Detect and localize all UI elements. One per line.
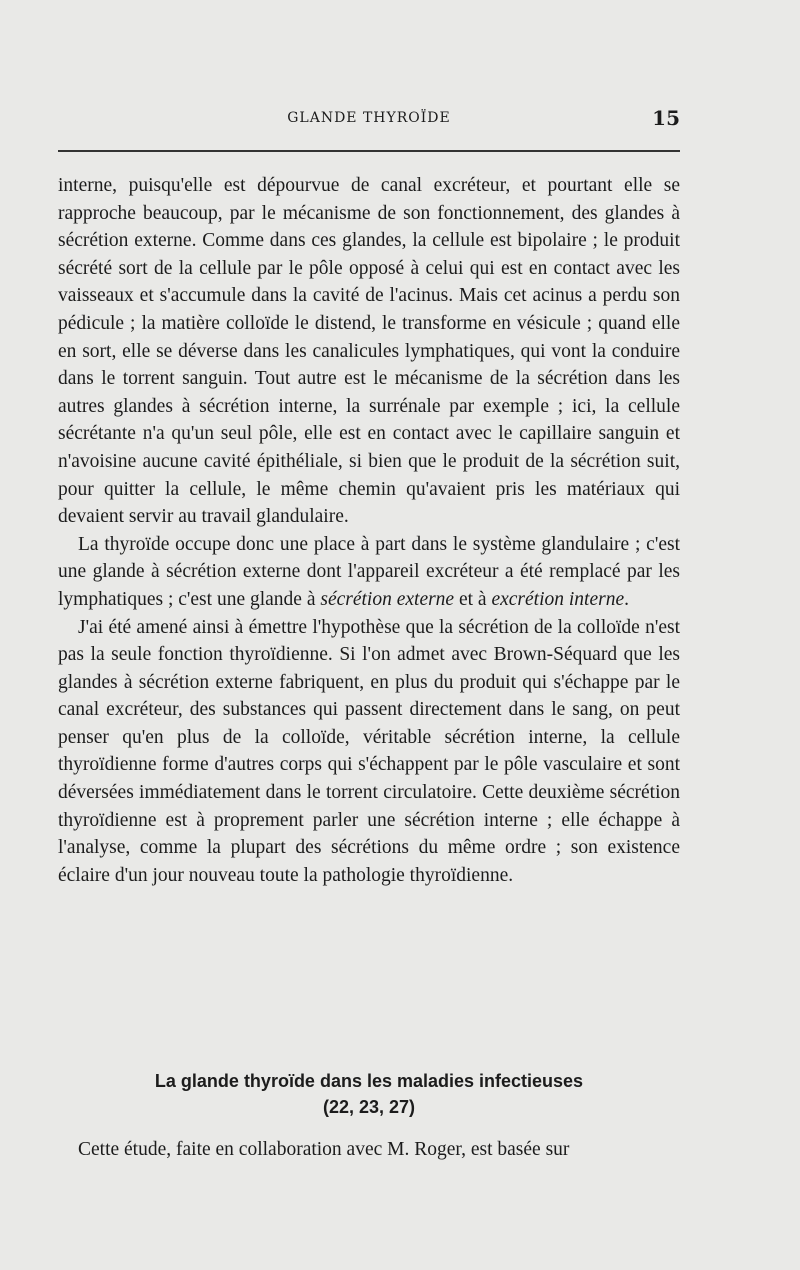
- paragraph-2-middle: et à: [454, 588, 492, 610]
- italic-secretion-externe: sécrétion externe: [320, 588, 455, 610]
- paragraph-3: J'ai été amené ainsi à émettre l'hypothèse que la sécrétion de la colloïde n'est pas la seule fonction thyroïdienne. Si l'on admet avec Brown-Séquard que les glandes à sécrétion externe fabriquent, en plus du produit qui s'échappe par le canal excréteur, des substances qui passent directement dans le sang, on peut penser qu'en plus de la colloïde, véritable sécrétion interne, la cellule thyroïdienne forme d'autres corps qui s'échappent par le pôle vasculaire et sont déversées immédiatement dans le torrent circulatoire. Cette deuxième sécrétion thyroïdienne est à proprement parler une sécrétion interne ; elle échappe à l'analyse, comme la plupart des sécrétions du même ordre ; son existence éclaire d'un jour nouveau toute la pathologie thyroïdienne.: [58, 616, 680, 886]
- italic-excretion-interne: excrétion interne: [491, 588, 625, 610]
- body-text: [58, 172, 680, 889]
- section-references: (22, 23, 27): [322, 1097, 416, 1117]
- paragraph-2: [58, 531, 680, 614]
- page-number: 15: [652, 106, 680, 130]
- paragraph-1: interne, puisqu'elle est dépourvue de canal excréteur, et pourtant elle se rapproche beaucoup, par le mécanisme de son fonctionnement, des glandes à sécrétion externe. Comme dans ces glandes, la cellule est bipolaire ; le produit sécrété sort de la cellule par le pôle opposé à celui qui est en contact avec les vaisseaux et s'accumule dans la cavité de l'acinus. Mais cet acinus a perdu son pédicule ; la matière colloïde le distend, le transforme en vésicule ; quand elle en sort, elle se déverse dans les canalicules lymphatiques, qui vont la conduire dans le torrent sanguin. Tout autre est le mécanisme de la sécrétion dans les autres glandes à sécrétion interne, la surrénale par exemple ; ici, la cellule sécrétante n'a qu'un seul pôle, elle est en contact avec le capillaire sanguin et n'avoisine aucune cavité épithéliale, si bien que le produit de la sécrétion suit, pour quitter la cellule, le même chemin qu'avaient pris les matériaux qui devaient servir au travail glandulaire.: [58, 175, 680, 528]
- header-rule: [58, 150, 680, 152]
- section-heading: [58, 1068, 680, 1120]
- running-header: [58, 108, 680, 138]
- section-title: La glande thyroïde dans les maladies infectieuses: [154, 1071, 584, 1091]
- section-first-line: Cette étude, faite en collaboration avec M. Roger, est basée sur: [78, 1139, 570, 1160]
- paragraph-2-end: .: [624, 588, 629, 610]
- paragraph-2-text: La thyroïde occupe donc une place à part dans le système glandulaire ; c'est une glande à sécrétion externe dont l'appareil excréteur a été remplacé par les lymphatiques ; c'est une glande à: [58, 533, 680, 610]
- running-title: GLANDE THYROÏDE: [287, 110, 451, 126]
